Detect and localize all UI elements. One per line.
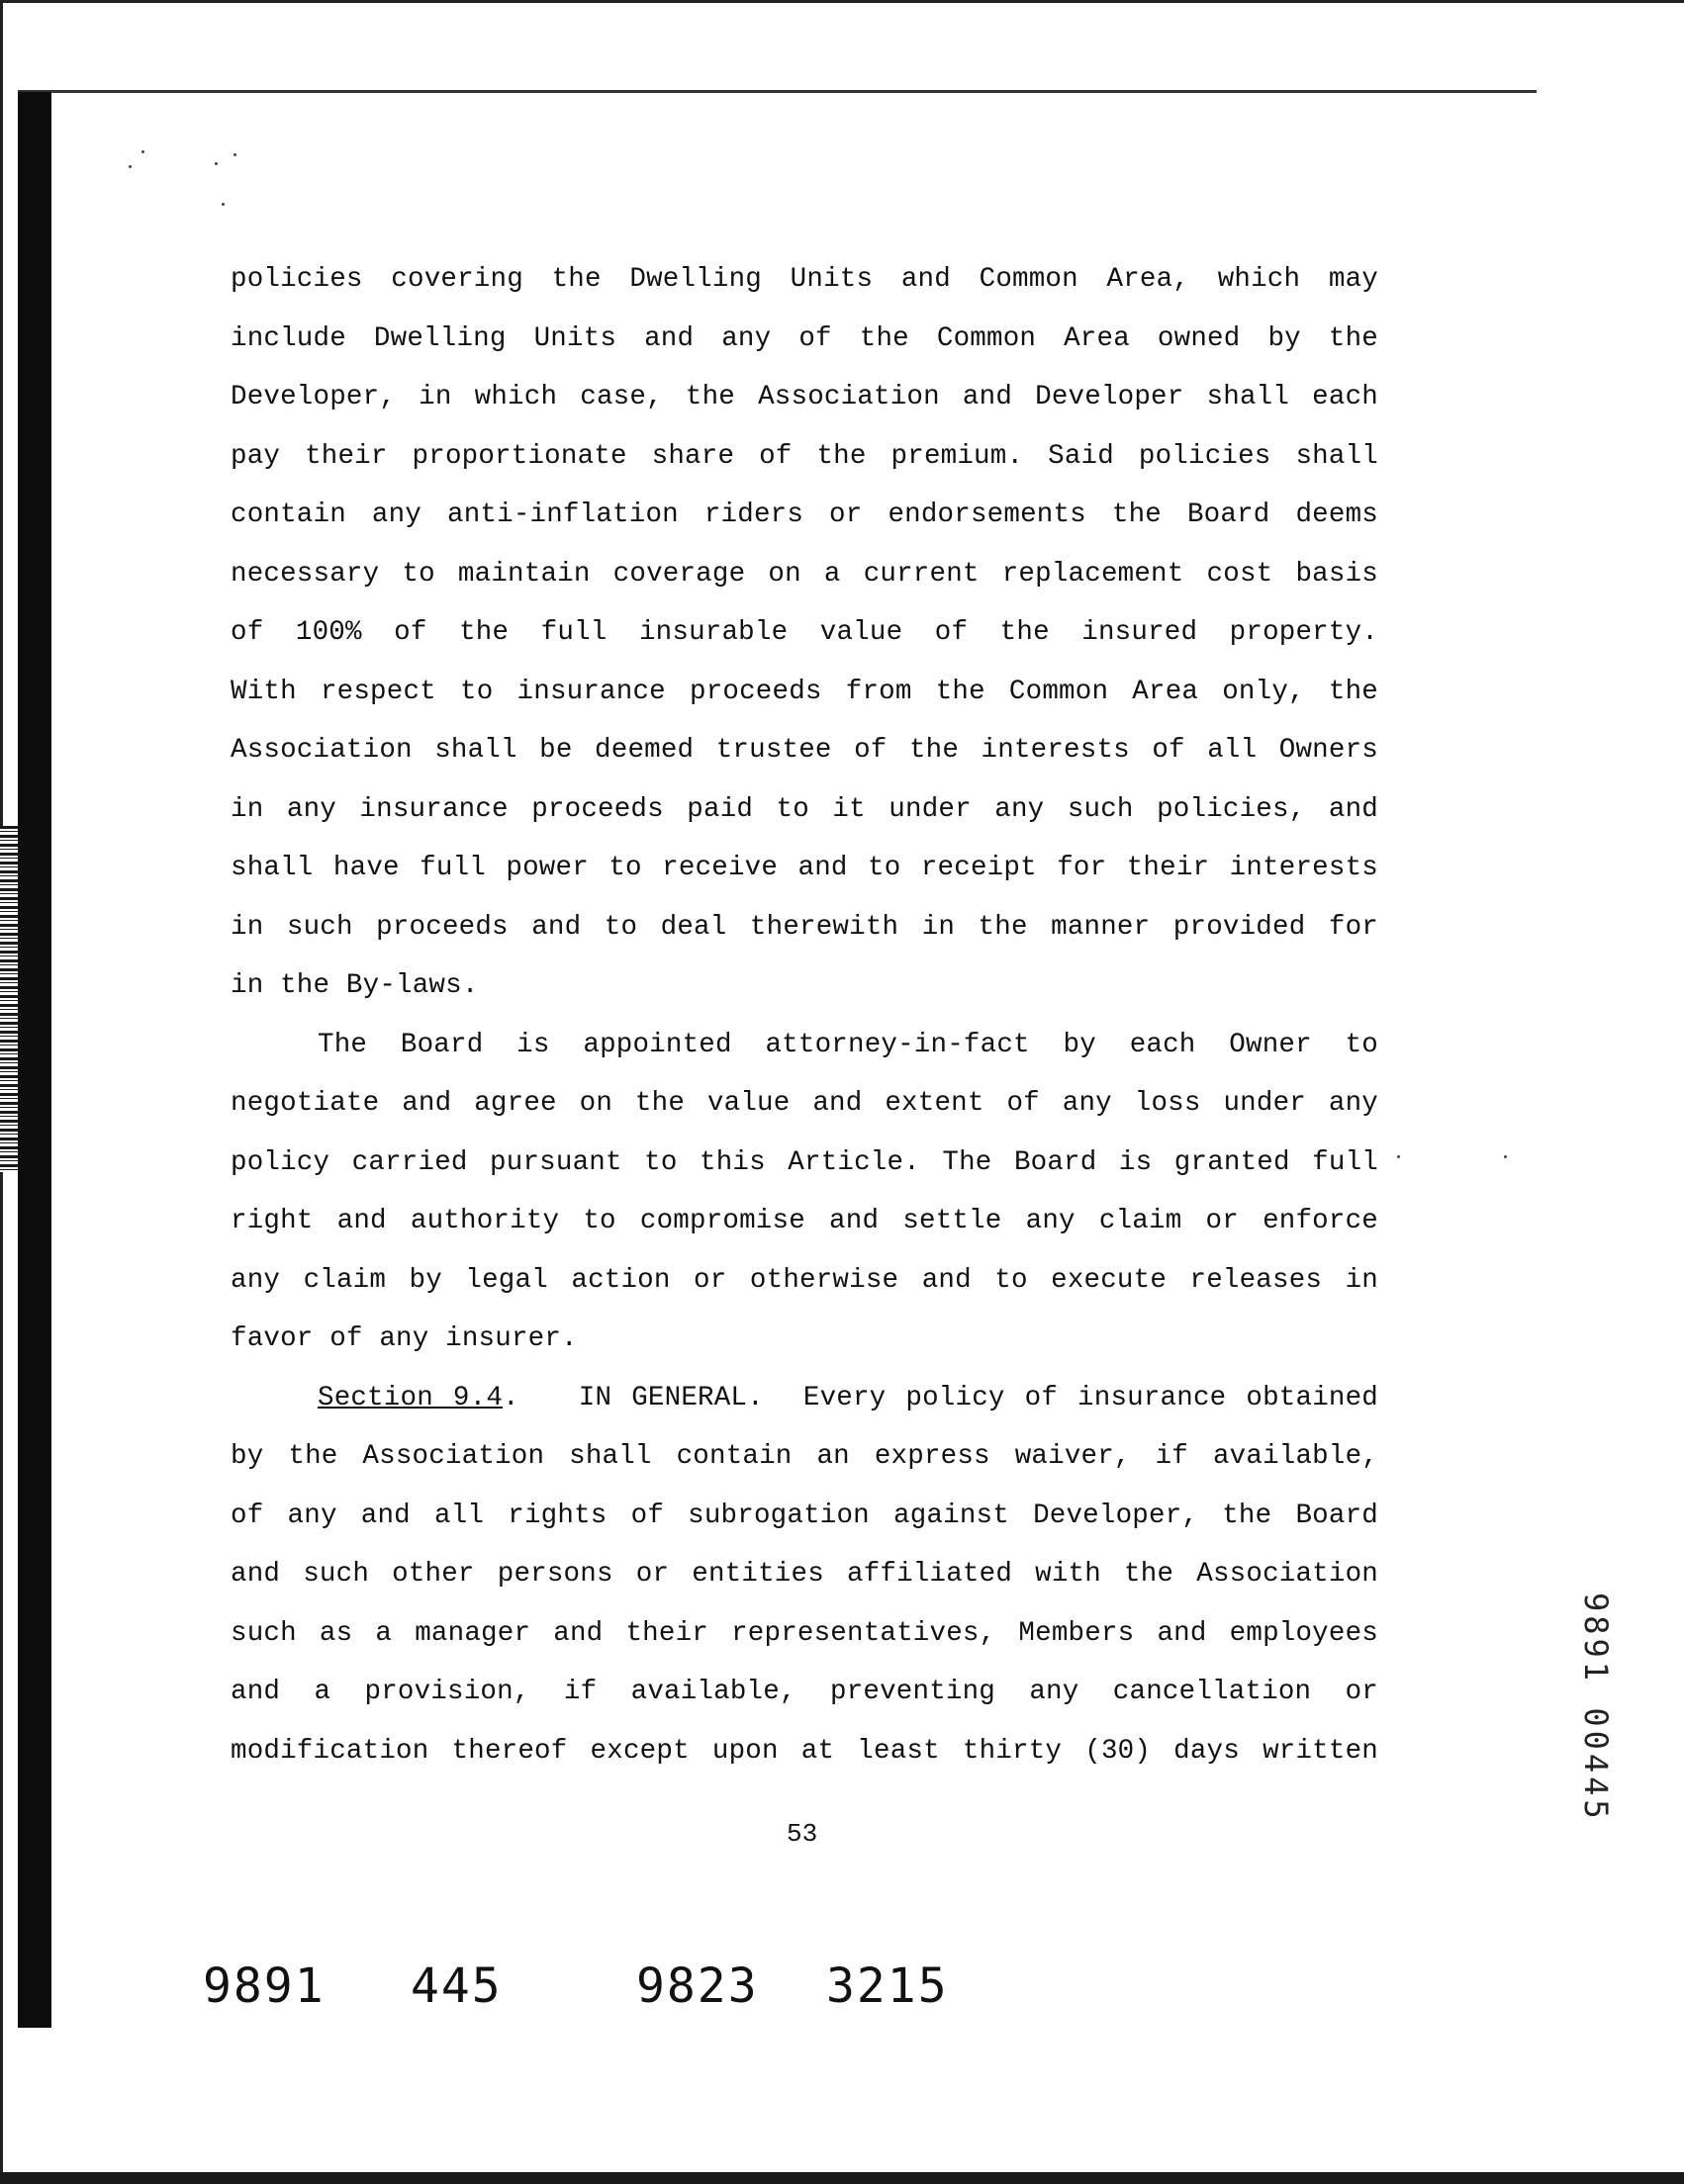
text-line: policies covering the Dwelling Units and Common Area, which may [231,264,1378,295]
text-line: Every policy of insurance obtained [802,1382,1379,1413]
text-line: Association shall be deemed trustee of the interests of all Owners [231,735,1378,766]
text-line: pay their proportionate share of the premium. Said policies shall [231,440,1378,472]
section-heading: IN GENERAL. [578,1382,764,1413]
text-line: negotiate and agree on the value and extent of any loss under any [231,1088,1378,1119]
text-line: by the Association shall contain an express waiver, if available, [231,1441,1378,1472]
text-line: favor of any insurer. [231,1323,578,1354]
speck [222,203,225,206]
text-line: and a provision, if available, preventing any cancellation or [231,1677,1378,1707]
section-label-period: . [503,1382,519,1413]
section-heading-line [231,1369,1378,1428]
text-line: policy carried pursuant to this Article. The Board is granted full [231,1146,1378,1178]
text-line: in the By-laws. [231,970,479,1001]
barcode-strip [0,826,18,1172]
text-line: and such other persons or entities affiliated with the Association [231,1559,1378,1590]
bottom-stamp-4: 3215 [826,1958,949,2014]
binding-edge-bar [18,92,51,2028]
speck [1397,1155,1400,1158]
text-line: right and authority to compromise and settle any claim or enforce [231,1206,1378,1236]
text-line: such as a manager and their representatives, Members and employees [231,1617,1378,1649]
speck [1504,1155,1507,1158]
text-line: contain any anti-inflation riders or endorsements the Board deems [231,500,1378,530]
speck [141,150,144,153]
text-line: Developer, in which case, the Association and Developer shall each [231,382,1378,412]
page-top-rule [18,90,1537,93]
text-line: shall have full power to receive and to receipt for their interests [231,853,1378,883]
bottom-stamp-1: 9891 [203,1958,326,2014]
scan-border-bottom [0,2172,1684,2184]
text-line: in any insurance proceeds paid to it under any such policies, and [231,793,1378,825]
speck [129,165,132,168]
side-stamp: 9891 00445 [1577,1592,1615,1823]
text-line: in such proceeds and to deal therewith in the manner provided for [231,911,1378,943]
text-line: modification thereof except upon at least thirty (30) days written [231,1735,1378,1767]
bottom-stamp-2: 445 [411,1958,503,2014]
bottom-stamp-3: 9823 [636,1958,759,2014]
text-line: The Board is appointed attorney-in-fact by each Owner to [318,1029,1378,1060]
text-line: necessary to maintain coverage on a current replacement cost basis [231,558,1378,590]
text-line: any claim by legal action or otherwise and to execute releases in [231,1264,1378,1296]
page-number: 53 [787,1819,818,1849]
document-body [231,250,1378,1780]
text-line: of 100% of the full insurable value of the insured property. [231,617,1378,648]
speck [234,153,236,156]
speck [215,162,218,165]
text-line: With respect to insurance proceeds from the Common Area only, the [231,676,1378,707]
scan-border-top [0,0,1684,3]
section-label: Section 9.4 [318,1382,504,1413]
text-line: include Dwelling Units and any of the Common Area owned by the [231,322,1378,354]
text-line: of any and all rights of subrogation against Developer, the Board [231,1500,1378,1531]
